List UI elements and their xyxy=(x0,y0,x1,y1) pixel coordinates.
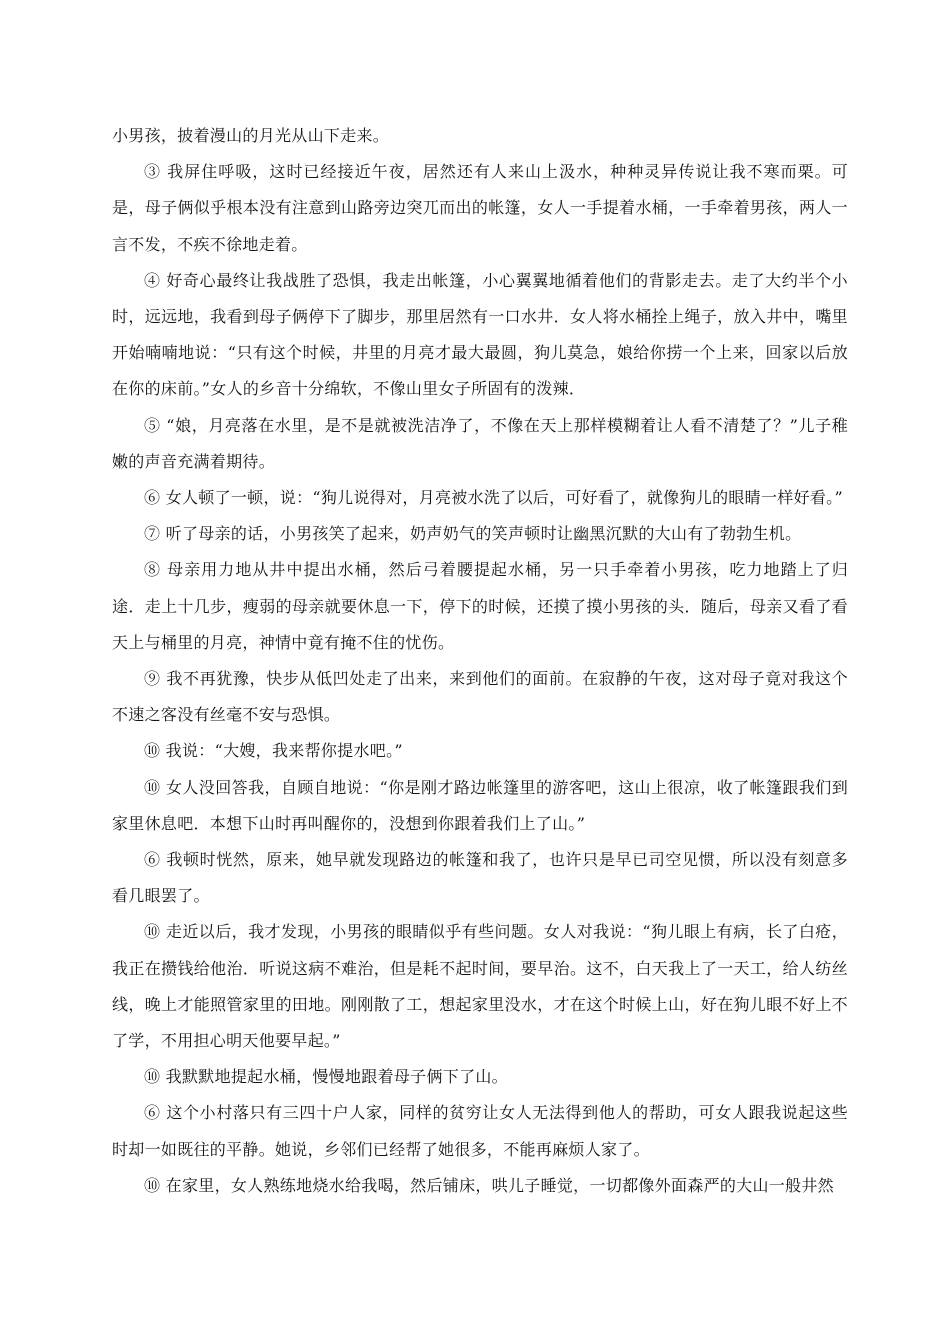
paragraph-8: ⑧ 母亲用力地从井中提出水桶，然后弓着腰提起水桶，另一只手牵着小男孩，吃力地踏上了归途．走上十几步，瘦弱的母亲就要休息一下，停下的时候，还摸了摸小男孩的头．随后，母亲又看了看天上与桶里的月亮，神情中竟有掩不住的忧伤。 xyxy=(112,560,848,652)
paragraph-11: ⑩ 女人没回答我，自顾自地说：“你是刚才路边帐篷里的游客吧，这山上很凉，收了帐篷跟我们到家里休息吧．本想下山时再叫醒你的，没想到你跟着我们上了山。” xyxy=(112,777,848,833)
paragraph-7: ⑦ 听了母亲的话，小男孩笑了起来，奶声奶气的笑声顿时让幽黑沉默的大山有了勃勃生机。 xyxy=(144,524,802,544)
paragraph-4: ④ 好奇心最终让我战胜了恐惧，我走出帐篷，小心翼翼地循着他们的背影走去。走了大约半个小时，远远地，我看到母子俩停下了脚步，那里居然有一口水井．女人将水桶拴上绳子，放入井中，嘴里开始喃喃地说：“只有这个时候，井里的月亮才最大最圆，狗儿莫急，娘给你捞一个上来，回家以后放在你的床前。”女人的乡音十分绵软，不像山里女子所固有的泼辣． xyxy=(112,270,848,399)
paragraph-9: ⑨ 我不再犹豫，快步从低凹处走了出来，来到他们的面前。在寂静的午夜，这对母子竟对我这个不速之客没有丝毫不安与恐惧。 xyxy=(112,669,848,725)
paragraph-6: ⑥ 女人顿了一顿，说：“狗儿说得对，月亮被水洗了以后，可好看了，就像狗儿的眼睛一样好看。” xyxy=(144,488,843,508)
paragraph-10: ⑩ 我说：“大嫂，我来帮你提水吧。” xyxy=(144,741,403,761)
paragraph-15: ⑥ 这个小村落只有三四十户人家，同样的贫穷让女人无法得到他人的帮助，可女人跟我说起这些时却一如既往的平静。她说，乡邻们已经帮了她很多，不能再麻烦人家了。 xyxy=(112,1103,848,1159)
paragraph-14: ⑩ 我默默地提起水桶，慢慢地跟着母子俩下了山。 xyxy=(144,1067,508,1087)
paragraph-12: ⑥ 我顿时恍然，原来，她早就发现路边的帐篷和我了，也许只是早已司空见惯，所以没有刻意多看几眼罢了。 xyxy=(112,850,848,906)
paragraph-13: ⑩ 走近以后，我才发现，小男孩的眼睛似乎有些问题。女人对我说：“狗儿眼上有病，长了白疮，我正在攒钱给他治．听说这病不难治，但是耗不起时间，要早治。这不，白天我上了一天工，给人纺丝线，晚上才能照管家里的田地。刚刚散了工，想起家里没水，才在这个时候上山，好在狗儿眼不好上不了学，不用担心明天他要早起。” xyxy=(112,922,848,1051)
paragraph-3: ③ 我屏住呼吸，这时已经接近午夜，居然还有人来山上汲水，种种灵异传说让我不寒而栗。可是，母子俩似乎根本没有注意到山路旁边突兀而出的帐篷，女人一手提着水桶，一手牵着男孩，两人一言不发，不疾不徐地走着。 xyxy=(112,162,848,254)
story-text xyxy=(112,118,848,1204)
paragraph-16: ⑩ 在家里，女人熟练地烧水给我喝，然后铺床，哄儿子睡觉，一切都像外面森严的大山一般井然 xyxy=(144,1175,834,1195)
paragraph-continuation: 小男孩，披着漫山的月光从山下走来。 xyxy=(112,126,390,145)
paragraph-5: ⑤ “娘，月亮落在水里，是不是就被洗洁净了，不像在天上那样模糊着让人看不清楚了？”儿子稚嫩的声音充满着期待。 xyxy=(112,415,848,471)
